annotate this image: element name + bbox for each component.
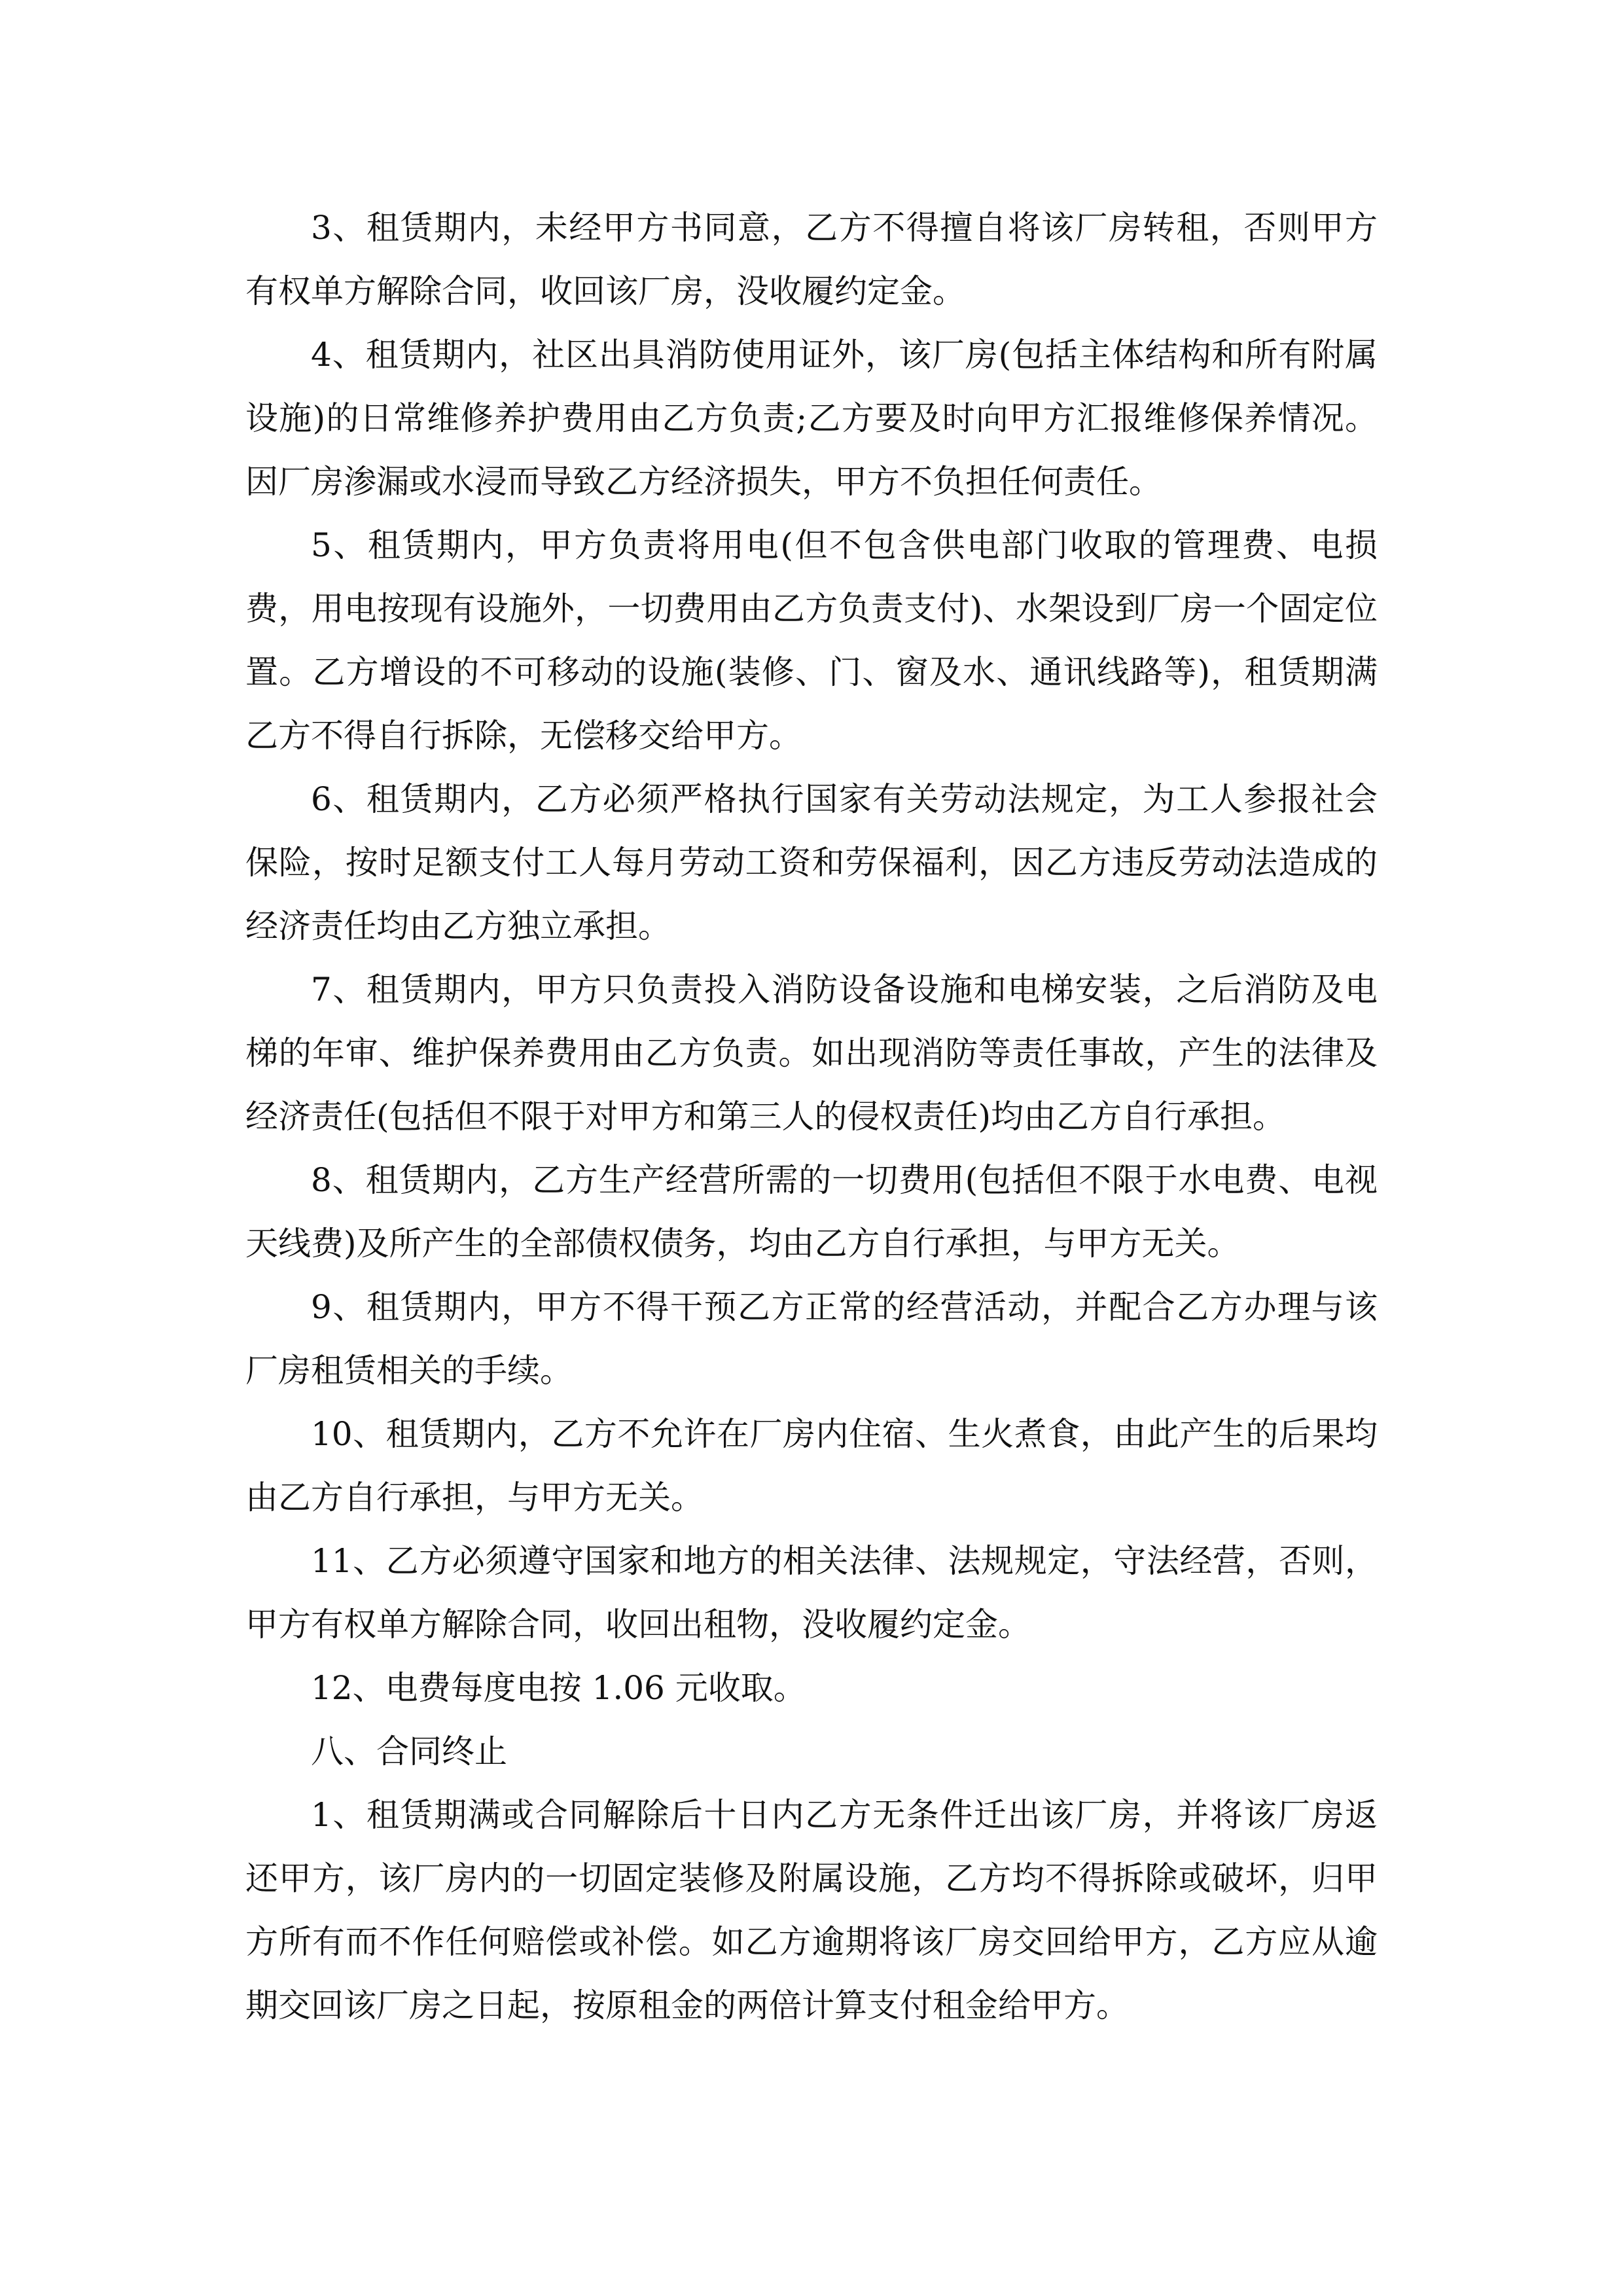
paragraph-clause-6: 6、租赁期内，乙方必须严格执行国家有关劳动法规定，为工人参报社会保险，按时足额支付工人每月劳动工资和劳保福利，因乙方违反劳动法造成的经济责任均由乙方独立承担。	[245, 780, 1378, 945]
paragraph-termination-clause-1: 1、租赁期满或合同解除后十日内乙方无条件迁出该厂房，并将该厂房返还甲方，该厂房内的一切固定装修及附属设施，乙方均不得拆除或破坏，归甲方所有而不作任何赔偿或补偿。如乙方逾期将该厂房交回给甲方，乙方应从逾期交回该厂房之日起，按原租金的两倍计算支付租金给甲方。	[245, 1796, 1378, 2024]
section-heading-contract-termination: 八、合同终止	[311, 1732, 507, 1770]
paragraph-clause-9: 9、租赁期内，甲方不得干预乙方正常的经营活动，并配合乙方办理与该厂房租赁相关的手续。	[245, 1288, 1378, 1390]
paragraph-clause-5: 5、租赁期内，甲方负责将用电(但不包含供电部门收取的管理费、电损费，用电按现有设施外，一切费用由乙方负责支付)、水架设到厂房一个固定位置。乙方增设的不可移动的设施(装修、门、窗及水、通讯线路等)，租赁期满乙方不得自行拆除，无偿移交给甲方。	[245, 526, 1378, 755]
paragraph-clause-4: 4、租赁期内，社区出具消防使用证外，该厂房(包括主体结构和所有附属设施)的日常维修养护费用由乙方负责;乙方要及时向甲方汇报维修保养情况。因厂房渗漏或水浸而导致乙方经济损失，甲方不负担任何责任。	[245, 336, 1378, 501]
paragraph-clause-3: 3、租赁期内，未经甲方书同意，乙方不得擅自将该厂房转租，否则甲方有权单方解除合同，收回该厂房，没收履约定金。	[245, 209, 1378, 310]
paragraph-clause-7: 7、租赁期内，甲方只负责投入消防设备设施和电梯安装，之后消防及电梯的年审、维护保养费用由乙方负责。如出现消防等责任事故，产生的法律及经济责任(包括但不限于对甲方和第三人的侵权责任)均由乙方自行承担。	[245, 971, 1378, 1136]
paragraph-clause-8: 8、租赁期内，乙方生产经营所需的一切费用(包括但不限于水电费、电视天线费)及所产生的全部债权债务，均由乙方自行承担，与甲方无关。	[245, 1161, 1378, 1263]
paragraph-clause-10: 10、租赁期内，乙方不允许在厂房内住宿、生火煮食，由此产生的后果均由乙方自行承担，与甲方无关。	[245, 1415, 1378, 1516]
paragraph-clause-11: 11、乙方必须遵守国家和地方的相关法律、法规规定，守法经营，否则，甲方有权单方解除合同，收回出租物，没收履约定金。	[245, 1542, 1378, 1643]
document-page	[245, 196, 1378, 2037]
paragraph-clause-12: 12、电费每度电按 1.06 元收取。	[311, 1669, 806, 1707]
